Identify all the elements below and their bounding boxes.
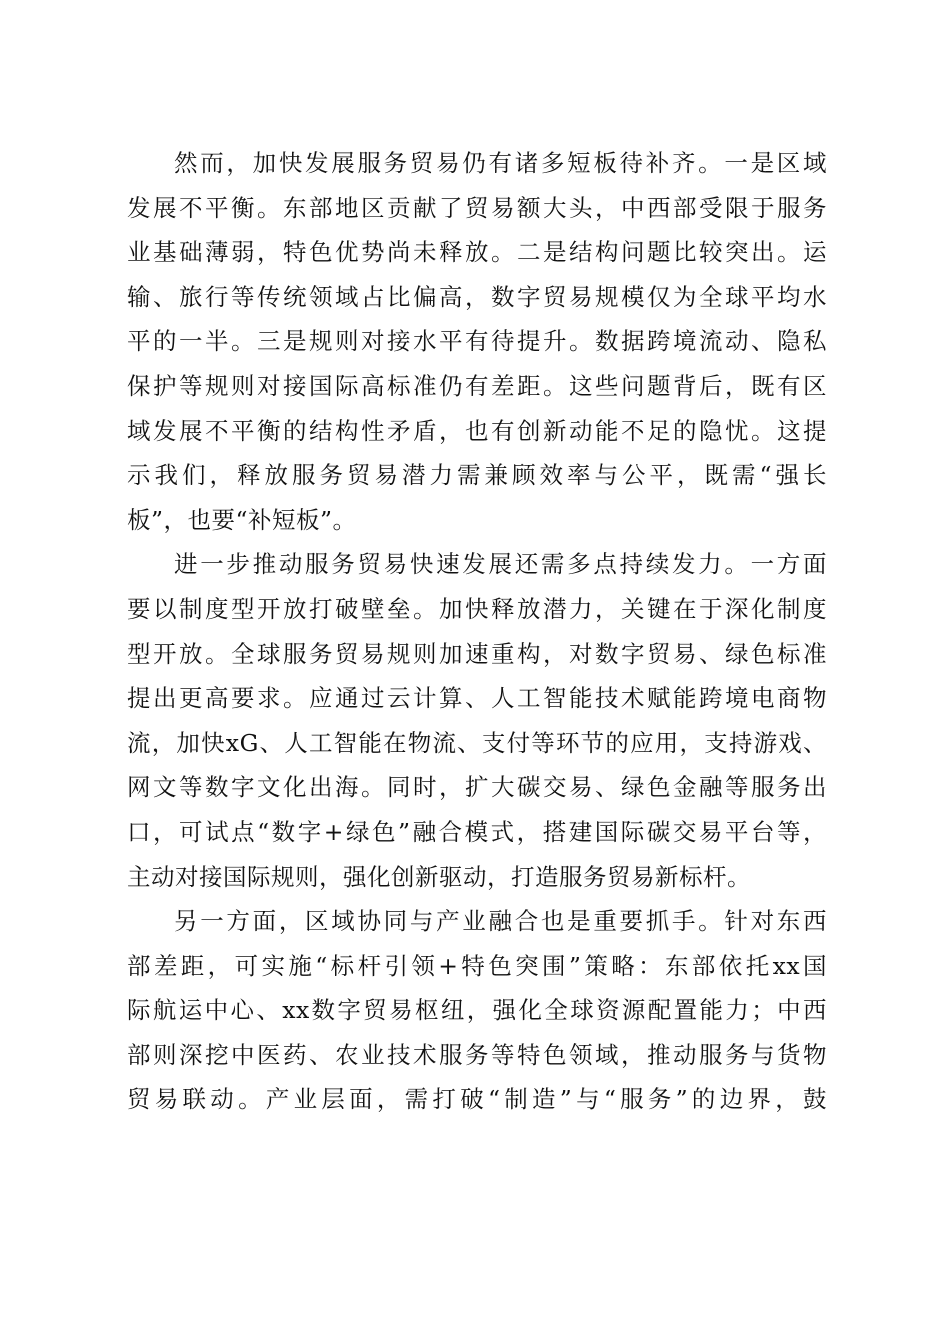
text-line: 口，可试点“数字+绿色”融合模式，搭建国际碳交易平台等，: [127, 817, 827, 846]
text-line: 示我们，释放服务贸易潜力需兼顾效率与公平，既需“强长: [127, 461, 827, 490]
paragraph-1: [127, 141, 827, 542]
text-line: 另一方面，区域协同与产业融合也是重要抓手。针对东西: [174, 907, 827, 936]
text-line: 保护等规则对接国际高标准仍有差距。这些问题背后，既有区: [127, 371, 827, 400]
text-line: 流，加快xG、人工智能在物流、支付等环节的应用，支持游戏、: [127, 728, 827, 757]
text-line: 部差距，可实施“标杆引领+特色突围”策略：东部依托xx国: [127, 951, 827, 980]
text-line: 发展不平衡。东部地区贡献了贸易额大头，中西部受限于服务: [127, 193, 827, 222]
document-body: [127, 141, 827, 1122]
text-line: 域发展不平衡的结构性矛盾，也有创新动能不足的隐忧。这提: [127, 416, 827, 445]
text-line: 部则深挖中医药、农业技术服务等特色领域，推动服务与货物: [127, 1040, 827, 1069]
paragraph-3: [127, 899, 827, 1122]
text-line: 板”，也要“补短板”。: [127, 505, 357, 534]
text-line: 网文等数字文化出海。同时，扩大碳交易、绿色金融等服务出: [127, 773, 827, 802]
text-line: 际航运中心、xx数字贸易枢纽，强化全球资源配置能力；中西: [127, 996, 827, 1025]
text-line: 进一步推动服务贸易快速发展还需多点持续发力。一方面: [174, 550, 827, 579]
text-line: 提出更高要求。应通过云计算、人工智能技术赋能跨境电商物: [127, 684, 827, 713]
text-line: 业基础薄弱，特色优势尚未释放。二是结构问题比较突出。运: [127, 238, 827, 267]
text-line: 输、旅行等传统领域占比偏高，数字贸易规模仅为全球平均水: [127, 282, 827, 311]
text-line: 然而，加快发展服务贸易仍有诸多短板待补齐。一是区域: [174, 149, 827, 177]
text-line: 平的一半。三是规则对接水平有待提升。数据跨境流动、隐私: [127, 327, 827, 356]
text-line: 贸易联动。产业层面，需打破“制造”与“服务”的边界，鼓: [127, 1085, 827, 1114]
text-line: 要以制度型开放打破壁垒。加快释放潜力，关键在于深化制度: [127, 594, 827, 623]
paragraph-2: [127, 542, 827, 899]
text-line: 主动对接国际规则，强化创新驱动，打造服务贸易新标杆。: [127, 862, 751, 891]
text-line: 型开放。全球服务贸易规则加速重构，对数字贸易、绿色标准: [127, 639, 827, 668]
